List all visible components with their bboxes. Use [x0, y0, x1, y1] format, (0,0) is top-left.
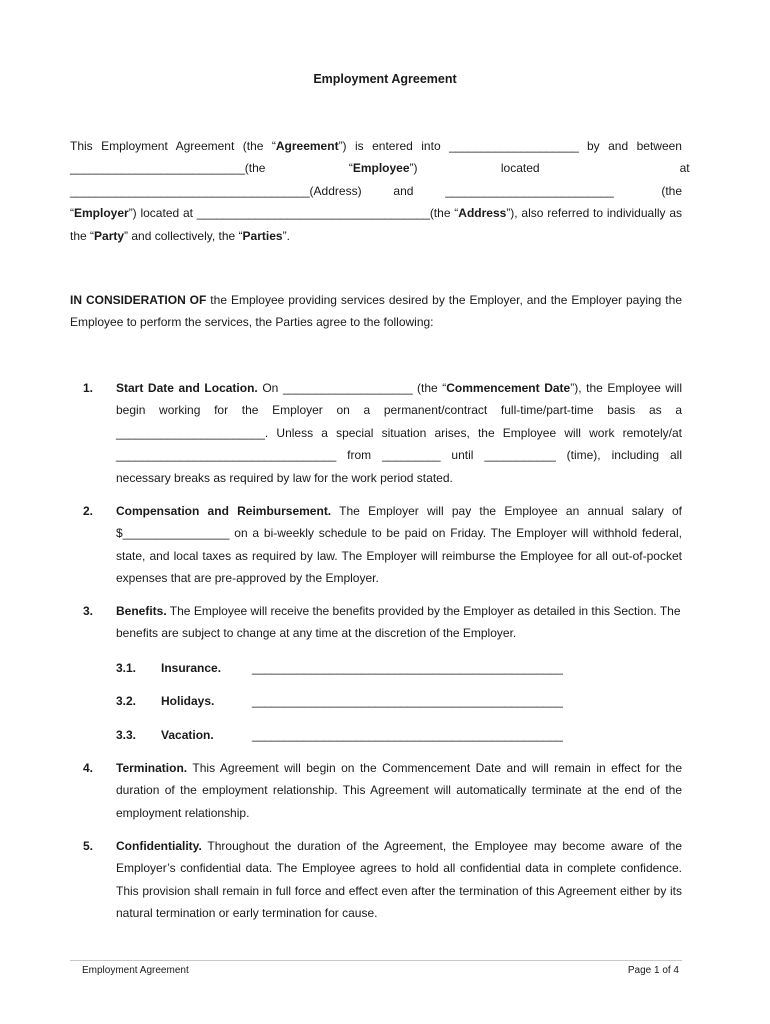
subsection-number: 3.1.	[116, 661, 137, 675]
document-title: Employment Agreement	[313, 72, 457, 86]
subsection-number: 3.3.	[116, 728, 137, 742]
subsection-label: Holidays.	[161, 694, 215, 708]
section-number: 5.	[83, 839, 94, 853]
section-compensation: Compensation and Reimbursement. The Employer will pay the Employee an annual salary of $________________ on a bi-weekly schedule to be paid on Friday. The Employer will withhold federal, state, and local taxes as required by law. The Employer will reimburse the Employee for all out-of-pocket expenses that are pre-approved by the Employer.	[116, 504, 682, 586]
subsection-label: Insurance.	[161, 661, 222, 675]
footer-title: Employment Agreement	[82, 965, 189, 976]
subsection-blank: ________________________________________________	[252, 694, 563, 708]
section-confidentiality: Confidentiality. Throughout the duration of the Agreement, the Employee may become aware of the Employer’s confidential data. The Employee agrees to hold all confidential data in complete confidence. This provision shall remain in full force and effect even after the termination of this Agreement either by its natural termination or early termination for cause.	[116, 839, 682, 921]
subsection-number: 3.2.	[116, 694, 137, 708]
subsection-blank: ________________________________________________	[252, 728, 563, 742]
subsection-blank: ________________________________________________	[252, 661, 563, 675]
section-number: 2.	[83, 504, 94, 518]
subsection-label: Vacation.	[161, 728, 214, 742]
section-benefits: Benefits. The Employee will receive the benefits provided by the Employer as detailed in this Section. The benefits are subject to change at any time at the discretion of the Employer.	[116, 604, 681, 641]
section-termination: Termination. This Agreement will begin on the Commencement Date and will remain in effect for the duration of the employment relationship. This Agreement will automatically terminate at the end of the employment relationship.	[116, 761, 682, 820]
consideration-paragraph: IN CONSIDERATION OF the Employee providing services desired by the Employer, and the Employer paying the Employee to perform the services, the Parties agree to the following:	[70, 293, 682, 330]
section-number: 1.	[83, 381, 94, 395]
intro-paragraph: This Employment Agreement (the “Agreement”) is entered into ____________________ by and between ___________________________(the “Employee”) located at _____________________________________(Address) and __________________________ (the “Employer”) located at ____________________________________(the “Address”), also referred to individually as the “Party” and collectively, the “Parties”.	[70, 139, 690, 243]
section-number: 4.	[83, 761, 94, 775]
page-number: Page 1 of 4	[627, 965, 679, 976]
section-number: 3.	[83, 604, 94, 618]
footer-divider	[70, 960, 682, 961]
section-start-date: Start Date and Location. On ____________________ (the “Commencement Date”), the Employee will begin working for the Employer on a permanent/contract full-time/part-time basis as a _______________________. Unless a special situation arises, the Employee will work remotely/at __________________________________ from _________ until ___________ (time), including all necessary breaks as required by law for the work period stated.	[116, 381, 682, 485]
